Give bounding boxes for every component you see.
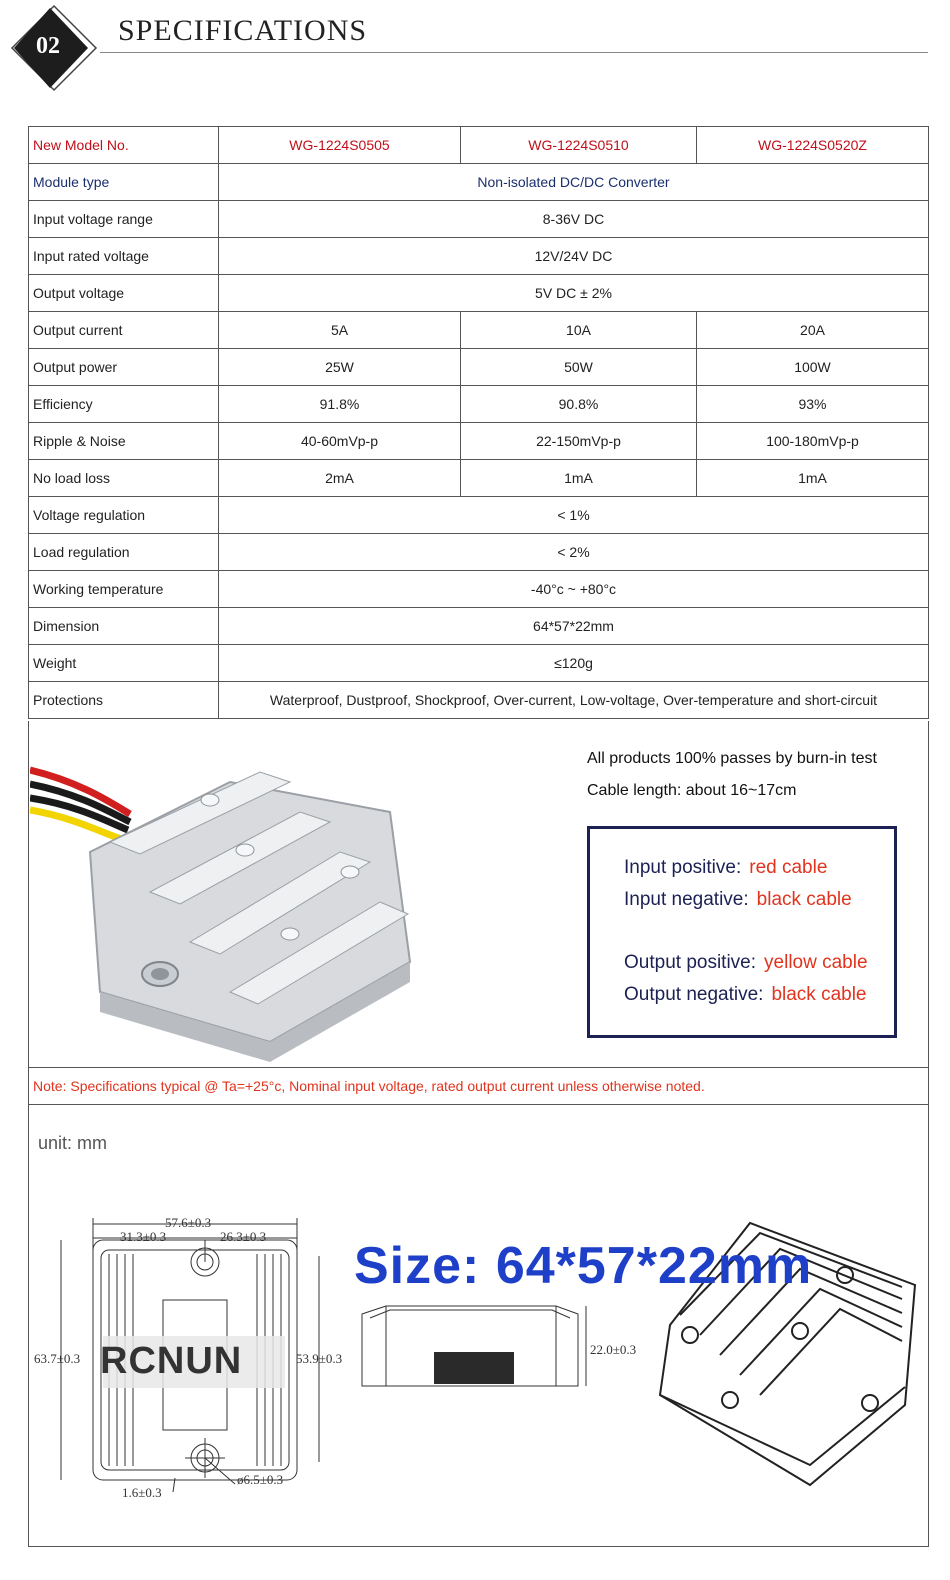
row-label: Ripple & Noise bbox=[29, 423, 219, 460]
model-cell: WG-1224S0505 bbox=[219, 127, 461, 164]
row-label: Output voltage bbox=[29, 275, 219, 312]
row-value: 64*57*22mm bbox=[219, 608, 929, 645]
dim-bottom: 1.6±0.3 bbox=[122, 1485, 162, 1500]
cable-color: yellow cable bbox=[764, 952, 868, 973]
row-value: 1mA bbox=[461, 460, 697, 497]
row-label: Output current bbox=[29, 312, 219, 349]
side-view-drawing bbox=[356, 1300, 596, 1400]
dim-right-offset: 26.3±0.3 bbox=[220, 1229, 267, 1244]
dim-inner-height: 53.9±0.3 bbox=[296, 1351, 343, 1366]
row-label: Voltage regulation bbox=[29, 497, 219, 534]
dim-thickness: 22.0±0.3 bbox=[590, 1342, 637, 1357]
row-label: New Model No. bbox=[29, 127, 219, 164]
row-label: Weight bbox=[29, 645, 219, 682]
table-row bbox=[29, 201, 929, 238]
row-value: 90.8% bbox=[461, 386, 697, 423]
burn-in-text: All products 100% passes by burn-in test bbox=[587, 750, 877, 767]
row-label: Efficiency bbox=[29, 386, 219, 423]
row-value: < 2% bbox=[219, 534, 929, 571]
cable-label: Output positive: bbox=[624, 952, 757, 973]
table-row bbox=[29, 497, 929, 534]
note-text: Note: Specifications typical @ Ta=+25°c, Nominal input voltage, rated output current unless otherwise noted. bbox=[33, 1078, 705, 1094]
table-row bbox=[29, 645, 929, 682]
dim-left-offset: 31.3±0.3 bbox=[120, 1229, 167, 1244]
cable-row bbox=[624, 952, 868, 974]
table-row bbox=[29, 312, 929, 349]
table-row bbox=[29, 275, 929, 312]
row-value: 93% bbox=[697, 386, 929, 423]
table-row bbox=[29, 608, 929, 645]
cable-label: Input positive: bbox=[624, 857, 742, 878]
row-value: 22-150mVp-p bbox=[461, 423, 697, 460]
row-value: 5A bbox=[219, 312, 461, 349]
row-value: 10A bbox=[461, 312, 697, 349]
cable-legend-box bbox=[587, 826, 897, 1038]
row-label: Working temperature bbox=[29, 571, 219, 608]
row-value: 25W bbox=[219, 349, 461, 386]
row-value: 40-60mVp-p bbox=[219, 423, 461, 460]
dim-top-width: 57.6±0.3 bbox=[165, 1215, 212, 1230]
section-header bbox=[0, 0, 950, 110]
row-label: Load regulation bbox=[29, 534, 219, 571]
table-row-model bbox=[29, 127, 929, 164]
cable-color: black cable bbox=[771, 984, 867, 1005]
cable-label: Input negative: bbox=[624, 889, 749, 910]
table-row bbox=[29, 571, 929, 608]
row-label: Output power bbox=[29, 349, 219, 386]
spec-note bbox=[28, 1067, 929, 1105]
table-row bbox=[29, 349, 929, 386]
table-row bbox=[29, 682, 929, 719]
row-label: Input voltage range bbox=[29, 201, 219, 238]
row-value: 100W bbox=[697, 349, 929, 386]
row-value: 12V/24V DC bbox=[219, 238, 929, 275]
product-photo bbox=[30, 742, 430, 1062]
row-value: Waterproof, Dustproof, Shockproof, Over-current, Low-voltage, Over-temperature and short-circuit bbox=[219, 682, 929, 719]
cable-label: Output negative: bbox=[624, 984, 764, 1005]
cable-row bbox=[624, 984, 867, 1006]
model-cell: WG-1224S0520Z bbox=[697, 127, 929, 164]
size-banner: Size: 64*57*22mm bbox=[354, 1237, 813, 1295]
cable-row bbox=[624, 857, 827, 879]
row-label: Module type bbox=[29, 164, 219, 201]
cable-color: black cable bbox=[756, 889, 852, 910]
row-value: ≤120g bbox=[219, 645, 929, 682]
spec-table bbox=[28, 126, 929, 719]
header-divider bbox=[100, 52, 928, 53]
row-value: -40°c ~ +80°c bbox=[219, 571, 929, 608]
row-value: 100-180mVp-p bbox=[697, 423, 929, 460]
table-row bbox=[29, 534, 929, 571]
brand-watermark: RCNUN bbox=[100, 1340, 243, 1382]
row-value: 20A bbox=[697, 312, 929, 349]
row-value: 8-36V DC bbox=[219, 201, 929, 238]
table-row bbox=[29, 238, 929, 275]
row-label: Protections bbox=[29, 682, 219, 719]
table-row bbox=[29, 386, 929, 423]
row-label: No load loss bbox=[29, 460, 219, 497]
row-value: < 1% bbox=[219, 497, 929, 534]
model-cell: WG-1224S0510 bbox=[461, 127, 697, 164]
row-label: Dimension bbox=[29, 608, 219, 645]
cable-row bbox=[624, 889, 852, 911]
row-value: 50W bbox=[461, 349, 697, 386]
row-value: 2mA bbox=[219, 460, 461, 497]
cable-length-text: Cable length: about 16~17cm bbox=[587, 782, 797, 799]
section-title: SPECIFICATIONS bbox=[118, 14, 368, 47]
row-value: 91.8% bbox=[219, 386, 461, 423]
table-row-module-type bbox=[29, 164, 929, 201]
dim-total-height: 63.7±0.3 bbox=[34, 1351, 81, 1366]
row-value: Non-isolated DC/DC Converter bbox=[219, 164, 929, 201]
row-value: 5V DC ± 2% bbox=[219, 275, 929, 312]
row-value: 1mA bbox=[697, 460, 929, 497]
table-row bbox=[29, 460, 929, 497]
dim-hole: ø6.5±0.3 bbox=[237, 1472, 284, 1487]
row-label: Input rated voltage bbox=[29, 238, 219, 275]
unit-label: unit: mm bbox=[38, 1133, 108, 1153]
table-row bbox=[29, 423, 929, 460]
section-number: 02 bbox=[36, 33, 60, 59]
cable-color: red cable bbox=[749, 857, 828, 878]
